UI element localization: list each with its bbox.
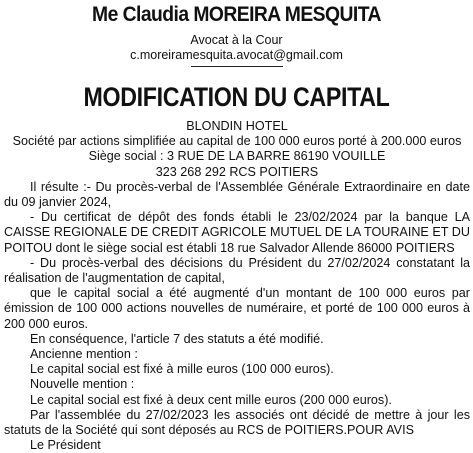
paragraph: Le capital social est fixé à mille euros (100 000 euros). <box>30 362 334 377</box>
notice-title: MODIFICATION DU CAPITAL <box>83 82 390 112</box>
paragraph: Ancienne mention : <box>30 347 138 362</box>
paragraph: Par l'assemblée du 27/02/2023 les associés ont décidé de mettre à jour les statuts de la Société qui sont déposés au RCS de POITIERS.POUR AVIS <box>4 407 470 438</box>
company-rcs: 323 268 292 RCS POITIERS <box>155 164 319 179</box>
header-divider <box>191 66 283 67</box>
company-form: Société par actions simplifiée au capital de 100 000 euros porté à 200.000 euros <box>12 134 462 149</box>
paragraph: - Du certificat de dépôt des fonds établi le 23/02/2024 par la banque LA CAISSE REGIONALE DE CREDIT AGRICOLE MUTUEL DE LA TOURAINE ET DU POITOU dont le siège social est établi 18 rue Salvador Allende 86000 POITIERS <box>4 210 470 255</box>
paragraph: - Du procès-verbal des décisions du Président du 27/02/2024 constatant la réalisation de l'augmentation de capital, <box>4 255 470 286</box>
lawyer-role: Avocat à la Cour <box>190 33 283 47</box>
signature-line: Le Président <box>30 438 101 453</box>
paragraph: que le capital social a été augmenté d'un montant de 100 000 euros par émission de 100 000 actions nouvelles de numéraire, et porté de 100 000 euros à 200 000 euros. <box>4 286 470 331</box>
paragraph: Il résulte :- Du procès-verbal de l'Assemblée Générale Extraordinaire en date du 09 janvier 2024, <box>4 179 470 210</box>
notice-body <box>4 119 470 453</box>
paragraph: En conséquence, l'article 7 des statuts a été modifié. <box>30 331 324 346</box>
paragraph: Le capital social est fixé à deux cent mille euros (200 000 euros). <box>30 392 392 407</box>
company-seat: Siège social : 3 RUE DE LA BARRE 86190 VOUILLE <box>88 149 386 164</box>
lawyer-name: Me Claudia MOREIRA MESQUITA <box>92 3 381 26</box>
paragraph: Nouvelle mention : <box>30 377 135 392</box>
lawyer-email: c.moreiramesquita.avocat@gmail.com <box>130 48 343 62</box>
company-name: BLONDIN HOTEL <box>186 119 288 133</box>
